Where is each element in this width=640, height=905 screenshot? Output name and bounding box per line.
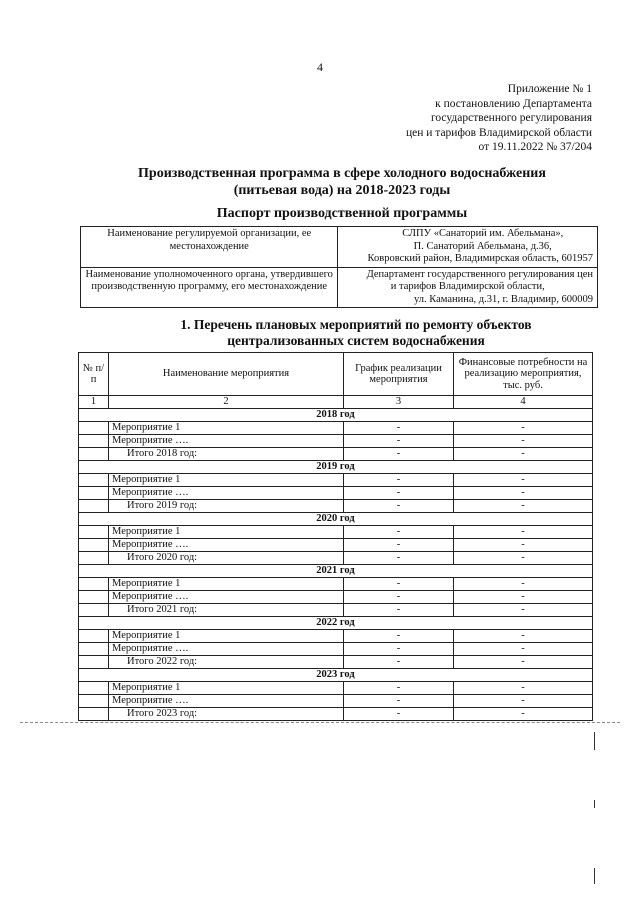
event-schedule: - <box>344 487 454 500</box>
event-row <box>79 422 593 435</box>
section-title <box>0 317 640 349</box>
total-schedule: - <box>344 448 454 461</box>
header-event-name: Наименование мероприятия <box>109 353 344 396</box>
event-finance: - <box>454 422 593 435</box>
event-number <box>79 630 109 643</box>
event-finance: - <box>454 435 593 448</box>
total-number <box>79 448 109 461</box>
event-row <box>79 487 593 500</box>
total-row <box>79 500 593 513</box>
total-schedule: - <box>344 552 454 565</box>
event-name: Мероприятие 1 <box>109 474 344 487</box>
total-schedule: - <box>344 500 454 513</box>
title-line: Производственная программа в сфере холодного водоснабжения <box>138 166 546 181</box>
event-number <box>79 643 109 656</box>
total-row <box>79 552 593 565</box>
event-number <box>79 695 109 708</box>
scan-artifact-line <box>20 722 620 723</box>
event-finance: - <box>454 682 593 695</box>
header-schedule: График реализации мероприятия <box>344 353 454 396</box>
event-row <box>79 643 593 656</box>
event-name: Мероприятие …. <box>109 695 344 708</box>
page-number: 4 <box>317 60 323 74</box>
appendix-line: к постановлению Департамента <box>435 97 592 110</box>
event-row <box>79 578 593 591</box>
total-number <box>79 552 109 565</box>
passport-row <box>81 267 598 308</box>
total-finance: - <box>454 552 593 565</box>
event-number <box>79 474 109 487</box>
scan-artifact-mark <box>594 868 595 884</box>
total-row <box>79 604 593 617</box>
event-row <box>79 630 593 643</box>
passport-value-line: и тарифов Владимирской области, <box>390 281 545 292</box>
year-label: 2022 год <box>79 617 593 630</box>
section-title-line: 1. Перечень плановых мероприятий по ремонту объектов <box>180 317 532 332</box>
event-name: Мероприятие …. <box>109 539 344 552</box>
event-schedule: - <box>344 526 454 539</box>
column-number: 3 <box>344 396 454 409</box>
event-finance: - <box>454 630 593 643</box>
header-number: № п/п <box>79 353 109 396</box>
passport-value-line: СЛПУ «Санаторий им. Абельмана», <box>402 228 564 239</box>
event-name: Мероприятие …. <box>109 591 344 604</box>
event-row <box>79 435 593 448</box>
event-schedule: - <box>344 695 454 708</box>
year-label: 2019 год <box>79 461 593 474</box>
event-number <box>79 435 109 448</box>
passport-value-line: Ковровский район, Владимирская область, 601957 <box>367 253 593 264</box>
appendix-block <box>332 82 592 155</box>
total-finance: - <box>454 656 593 669</box>
event-number <box>79 539 109 552</box>
passport-value-line: Департамент государственного регулирования цен <box>366 268 593 280</box>
event-finance: - <box>454 643 593 656</box>
total-schedule: - <box>344 604 454 617</box>
total-schedule: - <box>344 708 454 721</box>
events-table <box>78 352 593 721</box>
event-row <box>79 539 593 552</box>
event-name: Мероприятие …. <box>109 643 344 656</box>
total-label: Итого 2021 год: <box>109 604 344 617</box>
passport-value-line: П. Санаторий Абельмана, д.36, <box>413 240 552 252</box>
total-schedule: - <box>344 656 454 669</box>
event-finance: - <box>454 695 593 708</box>
event-number <box>79 682 109 695</box>
event-row <box>79 695 593 708</box>
passport-table <box>80 226 598 308</box>
total-label: Итого 2020 год: <box>109 552 344 565</box>
year-label: 2023 год <box>79 669 593 682</box>
event-number <box>79 422 109 435</box>
total-row <box>79 708 593 721</box>
event-number <box>79 487 109 500</box>
total-finance: - <box>454 708 593 721</box>
total-row <box>79 448 593 461</box>
event-name: Мероприятие …. <box>109 435 344 448</box>
total-finance: - <box>454 604 593 617</box>
total-number <box>79 604 109 617</box>
year-label: 2018 год <box>79 409 593 422</box>
scan-artifact-mark <box>594 732 595 750</box>
total-number <box>79 500 109 513</box>
column-number: 2 <box>109 396 344 409</box>
event-finance: - <box>454 539 593 552</box>
total-label: Итого 2023 год: <box>109 708 344 721</box>
total-label: Итого 2019 год: <box>109 500 344 513</box>
event-name: Мероприятие …. <box>109 487 344 500</box>
event-name: Мероприятие 1 <box>109 630 344 643</box>
event-number <box>79 578 109 591</box>
total-row <box>79 656 593 669</box>
event-number <box>79 526 109 539</box>
event-name: Мероприятие 1 <box>109 578 344 591</box>
appendix-line: государственного регулирования <box>430 112 592 124</box>
total-finance: - <box>454 500 593 513</box>
column-number: 4 <box>454 396 593 409</box>
event-finance: - <box>454 526 593 539</box>
event-row <box>79 526 593 539</box>
event-schedule: - <box>344 643 454 656</box>
year-row <box>79 565 593 578</box>
event-schedule: - <box>344 578 454 591</box>
events-header-row <box>79 353 593 396</box>
passport-label: Наименование уполномоченного органа, утвердившего производственную программу, его местонахождение <box>81 267 338 308</box>
title-line: (питьевая вода) на 2018-2023 годы <box>233 183 451 198</box>
year-row <box>79 513 593 526</box>
passport-value-line: ул. Каманина, д.31, г. Владимир, 600009 <box>413 293 593 305</box>
appendix-line: цен и тарифов Владимирской области <box>405 126 592 139</box>
event-row <box>79 474 593 487</box>
passport-value <box>338 227 598 268</box>
total-number <box>79 708 109 721</box>
year-label: 2021 год <box>79 565 593 578</box>
event-schedule: - <box>344 682 454 695</box>
event-finance: - <box>454 591 593 604</box>
scan-artifact-mark <box>594 800 595 808</box>
event-schedule: - <box>344 474 454 487</box>
event-schedule: - <box>344 435 454 448</box>
event-schedule: - <box>344 630 454 643</box>
event-finance: - <box>454 487 593 500</box>
total-finance: - <box>454 448 593 461</box>
year-row <box>79 409 593 422</box>
event-name: Мероприятие 1 <box>109 526 344 539</box>
event-number <box>79 591 109 604</box>
header-finance: Финансовые потребности на реализацию мероприятия, тыс. руб. <box>454 353 593 396</box>
document-title <box>0 165 640 199</box>
passport-label: Наименование регулируемой организации, ее местонахождение <box>81 227 338 268</box>
year-label: 2020 год <box>79 513 593 526</box>
year-row <box>79 617 593 630</box>
event-schedule: - <box>344 539 454 552</box>
event-schedule: - <box>344 422 454 435</box>
event-row <box>79 682 593 695</box>
event-name: Мероприятие 1 <box>109 682 344 695</box>
year-row <box>79 669 593 682</box>
event-row <box>79 591 593 604</box>
appendix-line: Приложение № 1 <box>507 83 592 95</box>
section-title-line: централизованных систем водоснабжения <box>227 333 485 348</box>
event-finance: - <box>454 578 593 591</box>
total-label: Итого 2018 год: <box>109 448 344 461</box>
year-row <box>79 461 593 474</box>
total-label: Итого 2022 год: <box>109 656 344 669</box>
event-name: Мероприятие 1 <box>109 422 344 435</box>
column-number: 1 <box>79 396 109 409</box>
event-finance: - <box>454 474 593 487</box>
passport-row <box>81 227 598 268</box>
column-number-row <box>79 396 593 409</box>
event-schedule: - <box>344 591 454 604</box>
passport-heading: Паспорт производственной программы <box>216 206 468 221</box>
passport-value <box>338 267 598 308</box>
total-number <box>79 656 109 669</box>
appendix-line: от 19.11.2022 № 37/204 <box>478 141 592 153</box>
